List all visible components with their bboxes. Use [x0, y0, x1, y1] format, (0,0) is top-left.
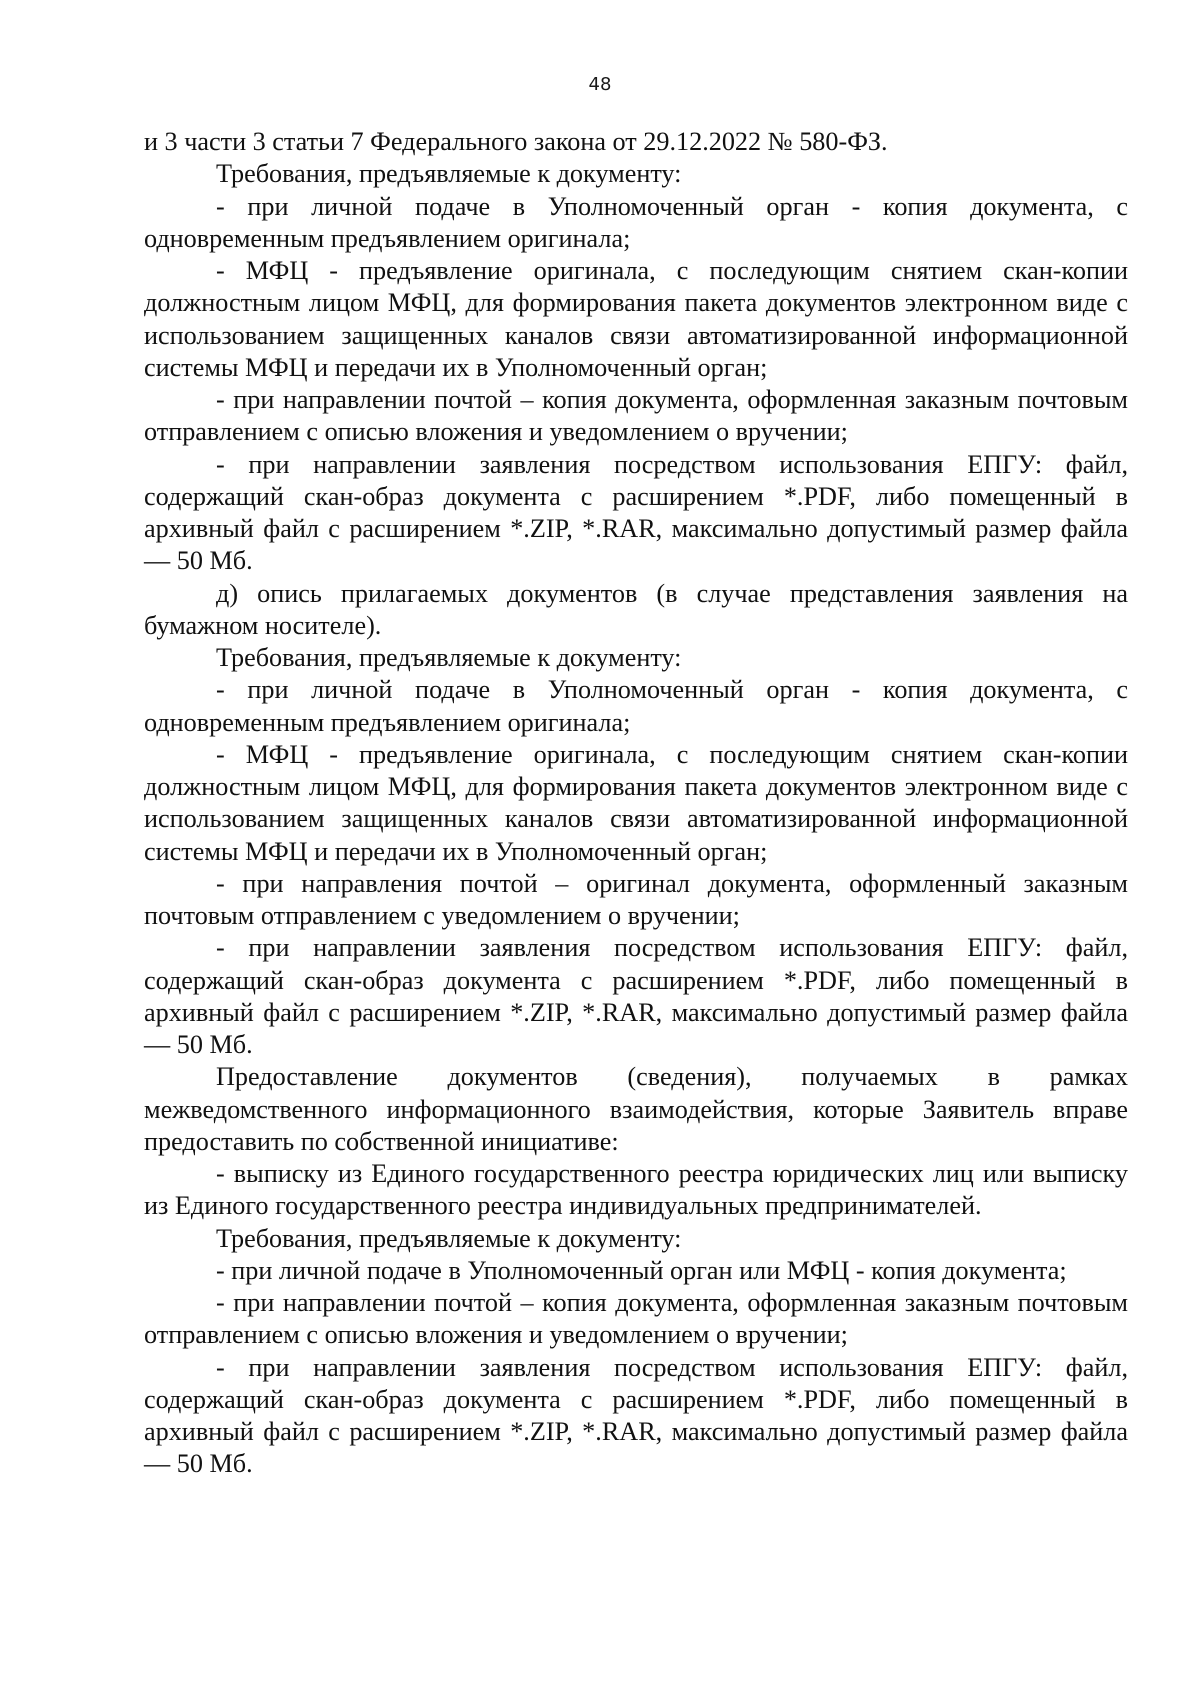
paragraph-inventory-item: д) опись прилагаемых документов (в случае представления заявления на бумажном носителе). — [144, 578, 1128, 640]
paragraph-mfc-submission: - МФЦ - предъявление оригинала, с последующим снятием скан-копии должностным лицом МФЦ, для формирования пакета документов электронном виде с использованием защищенных каналов связи автоматизированной информационной системы МФЦ и передачи их в Уполномоченный орган; — [144, 256, 1128, 382]
paragraph-epgu-submission: - при направлении заявления посредством использования ЕПГУ: файл, содержащий скан-образ документа с расширением *.PDF, либо помещенный в архивный файл с расширением *.ZIP, *.RAR, максимально допустимый размер файла — 50 Мб. — [144, 449, 1128, 576]
paragraph-mail-submission: - при направлении почтой – копия документа, оформленная заказным почтовым отправлением с описью вложения и уведомлением о вручении; — [144, 385, 1128, 447]
paragraph-epgu-submission: - при направлении заявления посредством использования ЕПГУ: файл, содержащий скан-образ документа с расширением *.PDF, либо помещенный в архивный файл с расширением *.ZIP, *.RAR, максимально допустимый размер файла — 50 Мб. — [144, 1352, 1128, 1479]
paragraph-requirements-heading: Требования, предъявляемые к документу: — [216, 1223, 682, 1253]
paragraph-interagency-documents: Предоставление документов (сведения), получаемых в рамках межведомственного информационного взаимодействия, которые Заявитель вправе предоставить по собственной инициативе: — [144, 1062, 1128, 1156]
paragraph-requirements-heading: Требования, предъявляемые к документу: — [216, 159, 682, 189]
paragraph-registry-extract: - выписку из Единого государственного реестра юридических лиц или выписку из Единого государственного реестра индивидуальных предпринимателей. — [144, 1159, 1128, 1221]
document-body — [144, 126, 1128, 1481]
paragraph-personal-submission: - при личной подаче в Уполномоченный орган - копия документа, с одновременным предъявлением оригинала; — [144, 191, 1128, 253]
paragraph-mail-submission: - при направления почтой – оригинал документа, оформленный заказным почтовым отправлением с уведомлением о вручении; — [144, 868, 1128, 930]
page-number: 48 — [588, 74, 612, 95]
paragraph-law-reference: и 3 части 3 статьи 7 Федерального закона от 29.12.2022 № 580-ФЗ. — [144, 127, 888, 156]
paragraph-epgu-submission: - при направлении заявления посредством использования ЕПГУ: файл, содержащий скан-образ документа с расширением *.PDF, либо помещенный в архивный файл с расширением *.ZIP, *.RAR, максимально допустимый размер файла — 50 Мб. — [144, 933, 1128, 1059]
paragraph-mfc-submission: - МФЦ - предъявление оригинала, с последующим снятием скан-копии должностным лицом МФЦ, для формирования пакета документов электронном виде с использованием защищенных каналов связи автоматизированной информационной системы МФЦ и передачи их в Уполномоченный орган; — [144, 739, 1128, 866]
paragraph-requirements-heading: Требования, предъявляемые к документу: — [216, 643, 682, 672]
paragraph-mail-submission: - при направлении почтой – копия документа, оформленная заказным почтовым отправлением с описью вложения и уведомлением о вручении; — [144, 1288, 1128, 1350]
paragraph-personal-submission: - при личной подаче в Уполномоченный орган или МФЦ - копия документа; — [216, 1255, 1067, 1285]
paragraph-personal-submission: - при личной подаче в Уполномоченный орган - копия документа, с одновременным предъявлением оригинала; — [144, 675, 1128, 737]
